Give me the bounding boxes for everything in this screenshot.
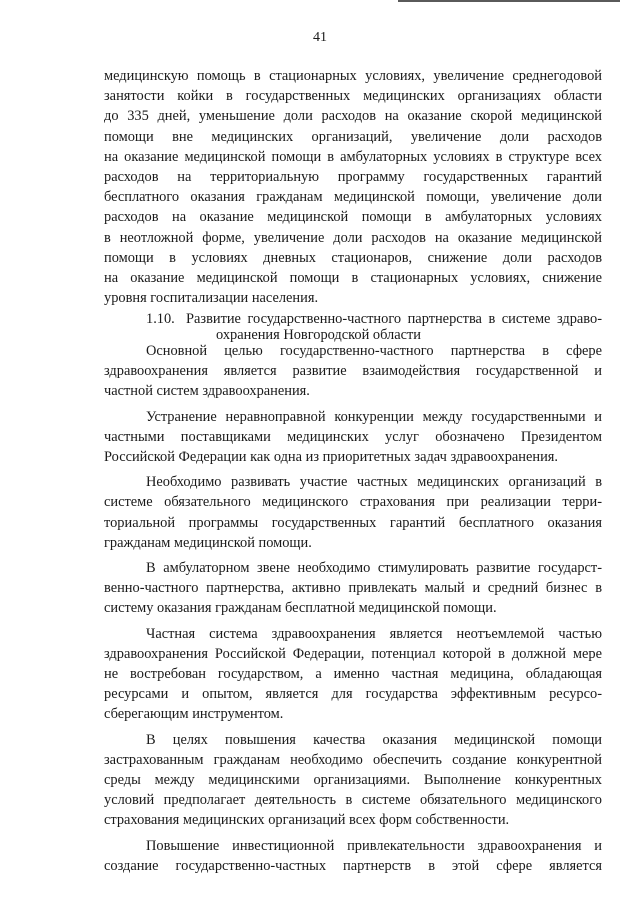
paragraph — [104, 407, 602, 468]
intro-paragraph — [104, 66, 602, 308]
text-line: Повышение инвестиционной привлекательности здравоохранения и — [146, 837, 602, 854]
text-line: на оказание медицинской помощи в амбулаторных условиях в структуре всех — [104, 148, 602, 165]
section-number: 1.10. — [146, 311, 175, 327]
text-line: ресурсами и опытом, является для государства эффективным ресурсо- — [104, 686, 602, 703]
text-line: до 335 дней, уменьшение доли расходов на оказание скорой медицинской — [104, 108, 602, 125]
section-title-line: Развитие государственно-частного партнерства в системе здраво- — [186, 311, 602, 327]
text-line: Устранение неравноправной конкуренции между государственными и — [146, 408, 602, 425]
top-rule — [398, 0, 620, 2]
text-line: частными поставщиками медицинских услуг обозначено Президентом — [104, 428, 602, 445]
text-line: помощи вне медицинских организаций, увеличение доли расходов — [104, 128, 602, 145]
text-line: В целях повышения качества оказания медицинской помощи — [146, 731, 602, 748]
text-line: Частная система здравоохранения является неотъемлемой частью — [146, 625, 602, 642]
text-line: не востребован государством, а именно частная медицина, обладающая — [104, 666, 602, 683]
section-title-line: охранения Новгородской области — [216, 327, 421, 343]
text-line: помощи в условиях дневных стационаров, снижение доли расходов — [104, 249, 602, 266]
section-title — [186, 311, 602, 343]
text-line: венно-частного партнерства, активно привлекать малый и средний бизнес в — [104, 580, 602, 597]
paragraph — [104, 836, 602, 876]
paragraph — [104, 730, 602, 831]
paragraph — [104, 472, 602, 553]
page-number: 41 — [313, 30, 327, 45]
text-line: бесплатного оказания гражданам медицинской помощи, увеличение доли — [104, 189, 602, 206]
text-line: медицинскую помощь в стационарных условиях, увеличение среднегодовой — [104, 68, 602, 84]
text-line: сберегающим инструментом. — [104, 706, 284, 723]
text-line: здравоохранения является развитие взаимодействия государственной и — [104, 363, 602, 380]
text-line: системе обязательного медицинского страхования при реализации терри- — [104, 494, 602, 511]
text-line: застрахованным гражданам необходимо обеспечить создание конкурентной — [104, 751, 602, 768]
text-line: занятости койки в государственных медицинских организациях области — [104, 88, 602, 105]
text-line: расходов на оказание медицинской помощи в амбулаторных условиях — [104, 209, 602, 226]
paragraph — [104, 624, 602, 725]
text-line: на оказание медицинской помощи в стационарных условиях, снижение — [104, 270, 602, 287]
text-line: здравоохранения Российской Федерации, потенциал которой в должной мере — [104, 645, 602, 662]
text-line: систему оказания гражданам бесплатной медицинской помощи. — [104, 600, 497, 617]
text-line: расходов на территориальную программу государственных гарантий — [104, 169, 602, 186]
text-line: страхования медицинских организаций всех форм собственности. — [104, 812, 510, 829]
text-line: уровня госпитализации населения. — [104, 290, 319, 307]
paragraph — [104, 558, 602, 619]
text-line: Основной целью государственно-частного партнерства в сфере — [146, 343, 602, 359]
paragraph — [104, 341, 602, 402]
text-line: В амбулаторном звене необходимо стимулировать развитие государст- — [146, 560, 602, 577]
text-line: Российской Федерации как одна из приоритетных задач здравоохранения. — [104, 449, 558, 466]
text-line: в неотложной форме, увеличение доли расходов на оказание медицинской — [104, 229, 602, 246]
text-line: создание государственно-частных партнерств в этой сфере является — [104, 857, 602, 874]
text-line: частной систем здравоохранения. — [104, 383, 310, 400]
text-line: Необходимо развивать участие частных медицинских организаций в — [146, 474, 602, 491]
text-line: среды между медицинскими организациями. Выполнение конкурентных — [104, 772, 602, 789]
section-body — [104, 341, 602, 881]
text-line: условий предполагает деятельность в системе обязательного медицинского — [104, 792, 602, 809]
text-line: ториальной программы государственных гарантий бесплатного оказания — [104, 514, 602, 531]
text-line: гражданам медицинской помощи. — [104, 534, 312, 551]
